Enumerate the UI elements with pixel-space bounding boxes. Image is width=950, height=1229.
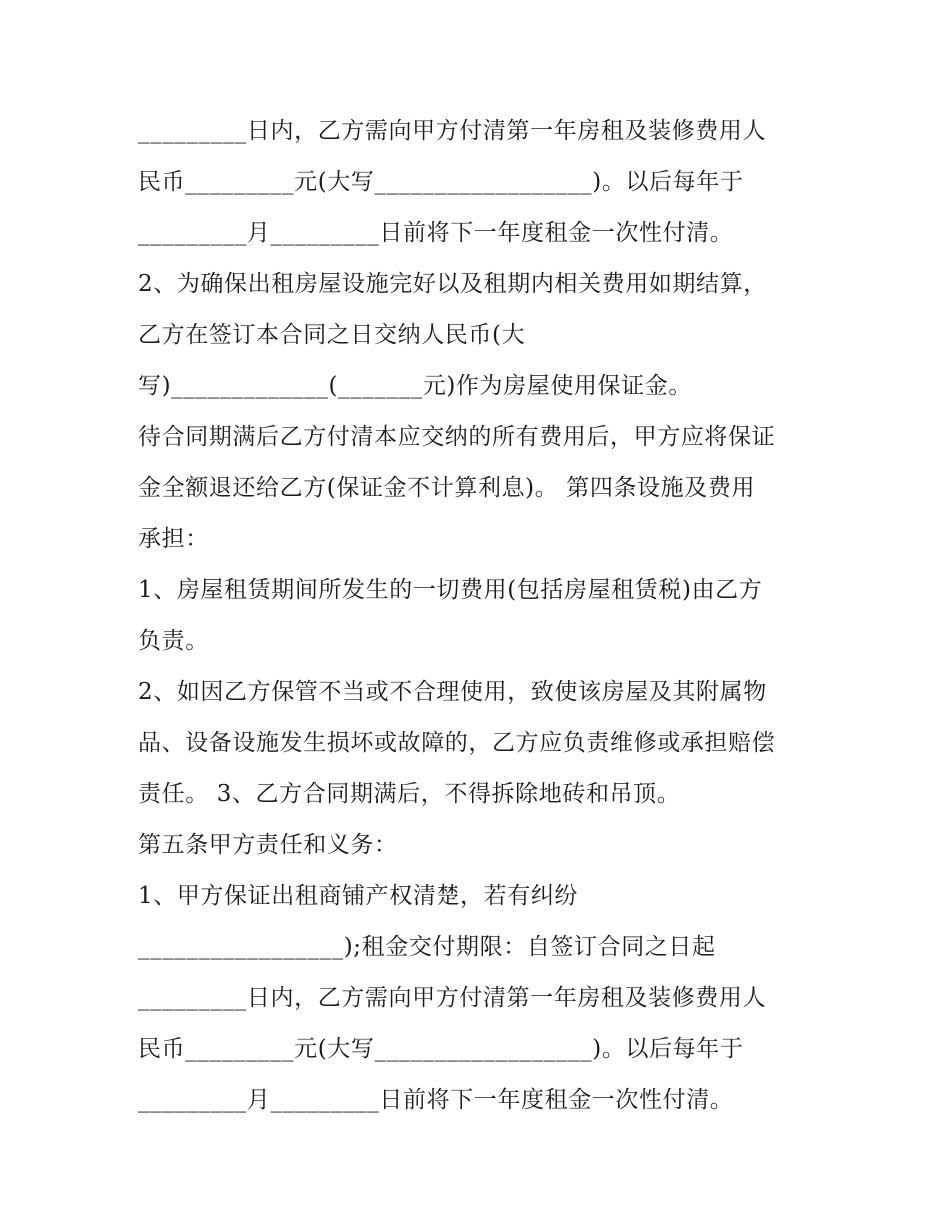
text-line-12: 2、如因乙方保管不当或不合理使用，致使该房屋及其附属物 — [138, 679, 767, 705]
text-line-15: 第五条甲方责任和义务： — [138, 832, 398, 858]
text-line-17: _________________);租金交付期限：自签订合同之日起 — [138, 934, 716, 960]
text-line-2: 民币_________元(大写__________________)。以后每年于 — [138, 169, 744, 195]
text-line-20: _________月_________日前将下一年度租金一次性付清。 — [138, 1087, 734, 1113]
text-line-8: 金全额退还给乙方(保证金不计算利息)。 第四条设施及费用 — [138, 475, 756, 501]
text-line-13: 品、设备设施发生损坏或故障的，乙方应负责维修或承担赔偿 — [138, 730, 776, 756]
text-line-14: 责任。 3、乙方合同期满后，不得拆除地砖和吊顶。 — [138, 781, 681, 807]
text-line-10: 1、房屋租赁期间所发生的一切费用(包括房屋租赁税)由乙方 — [138, 577, 763, 603]
text-line-6: 写)_____________(_______元)作为房屋使用保证金。 — [138, 373, 692, 399]
text-line-16: 1、甲方保证出租商铺产权清楚，若有纠纷 — [138, 883, 579, 909]
text-line-19: 民币_________元(大写__________________)。以后每年于 — [138, 1036, 744, 1062]
text-line-18: _________日内，乙方需向甲方付清第一年房租及装修费用人 — [138, 985, 767, 1011]
text-line-4: 2、为确保出租房屋设施完好以及租期内相关费用如期结算， — [138, 271, 767, 297]
text-line-9: 承担： — [138, 526, 209, 552]
text-line-5: 乙方在签订本合同之日交纳人民币(大 — [138, 322, 526, 348]
contract-body — [138, 106, 828, 1126]
text-line-11: 负责。 — [138, 628, 209, 654]
text-line-1: _________日内，乙方需向甲方付清第一年房租及装修费用人 — [138, 118, 767, 144]
text-line-7: 待合同期满后乙方付清本应交纳的所有费用后，甲方应将保证 — [138, 424, 776, 450]
text-line-3: _________月_________日前将下一年度租金一次性付清。 — [138, 220, 734, 246]
